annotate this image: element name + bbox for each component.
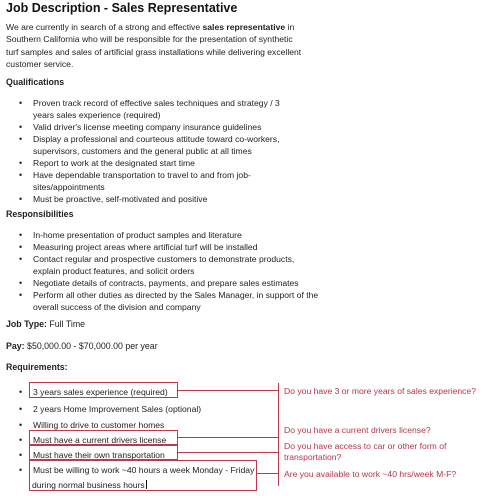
qualifications-heading: Qualifications <box>6 77 65 87</box>
qualifications-list <box>19 97 319 205</box>
intro-bold: sales representative <box>202 22 286 32</box>
question-transportation-line2: transportation? <box>284 452 342 462</box>
highlight-box-sales-experience <box>29 382 178 398</box>
responsibilities-list <box>19 229 319 313</box>
highlight-box-transportation <box>29 445 178 460</box>
pay-line <box>6 341 158 351</box>
job-type-value: Full Time <box>49 319 86 329</box>
responsibilities-heading: Responsibilities <box>6 209 74 219</box>
list-item: • Proven track record of effective sales techniques and strategy / 3 years sales experience (required) <box>19 97 319 121</box>
connector-line <box>177 390 279 391</box>
question-work-hours: Are you available to work ~40 hrs/week M-F? <box>284 469 457 479</box>
pay-label: Pay: <box>6 341 25 351</box>
highlight-box-drivers-license <box>29 430 178 445</box>
list-item: • Valid driver's license meeting company insurance guidelines <box>19 121 319 133</box>
intro-text-start: We are currently in search of a strong and effective <box>6 22 203 32</box>
pay-value: $50,000.00 - $70,000.00 per year <box>27 341 158 351</box>
connector-line <box>177 437 279 438</box>
list-item: • Contact regular and prospective customers to demonstrate products, explain product features, and solicit orders <box>19 253 319 277</box>
job-description-document: Job Description - Sales Representative We are currently in search of a strong and effective sales representative in Southern California who will be responsible for the presentation of synthetic turf samples and sales of artificial grass installations while delivering excellent customer service. Qualifications • Proven track record of effective sales techniques and strategy / 3 years sales experience (required) • Valid driver's license meeting company insurance guidelines • Display a professional and courteous attitude toward co-workers, supervisors, customers and the general public at all times • Report to work at the designated start time • Have dependable transportation to travel to and from job-sites/appointments • Must be proactive, self-motivated and positive Responsibilities • In-home presentation of product samples and literature • Measuring project areas where artificial turf will be installed • Contact regular and prospective customers to demonstrate products, explain product features, and solicit orders • Negotiate details of contracts, payments, and prepare sales estimates • Perform all other duties as directed by the Sales Manager, in support of the overall success of the division and company Job Type: Full Time Pay: $50,000.00 - $70,000.00 per year Requirements: • 3 years sales experience (required) • 2 years Home Improvement Sales (optional) • Willing to drive to customer homes • Must have a current drivers license • Must have their own transportation • Must be willing to work ~40 hours a week Monday - Friday during normal business hours Do you have 3 or more years of sales experience? Do you have a current drivers license? Do you have access to car or other form of transportation? Are you available to work ~40 hrs/week M-F? <box>0 0 483 496</box>
list-item: • In-home presentation of product samples and literature <box>19 229 319 241</box>
connector-line <box>177 452 279 453</box>
job-type-line <box>6 319 85 329</box>
question-drivers-license: Do you have a current drivers license? <box>284 425 431 435</box>
list-item: • Display a professional and courteous attitude toward co-workers, supervisors, customers and the general public at all times <box>19 133 319 157</box>
question-transportation-line1: Do you have access to car or other form of <box>284 441 447 451</box>
list-item: • Have dependable transportation to travel to and from job-sites/appointments <box>19 169 319 193</box>
highlight-box-work-hours <box>29 460 257 491</box>
list-item: • Perform all other duties as directed by the Sales Manager, in support of the overall success of the division and company <box>19 289 319 313</box>
connector-line <box>256 473 279 474</box>
requirements-heading: Requirements: <box>6 362 68 372</box>
connector-vertical <box>278 383 279 486</box>
list-item: • Negotiate details of contracts, payments, and prepare sales estimates <box>19 277 319 289</box>
list-item: • Must be proactive, self-motivated and positive <box>19 193 319 205</box>
intro-text-end: in Southern California who will be responsible for the presentation of synthetic turf samples and sales of artificial grass installations while delivering excellent customer service. <box>6 22 302 70</box>
job-type-label: Job Type: <box>6 319 47 329</box>
page-title: Job Description - Sales Representative <box>6 1 238 15</box>
list-item: • Report to work at the designated start time <box>19 157 319 169</box>
question-sales-experience: Do you have 3 or more years of sales experience? <box>284 386 477 396</box>
intro-paragraph <box>6 21 306 71</box>
list-item: • Measuring project areas where artificial turf will be installed <box>19 241 319 253</box>
